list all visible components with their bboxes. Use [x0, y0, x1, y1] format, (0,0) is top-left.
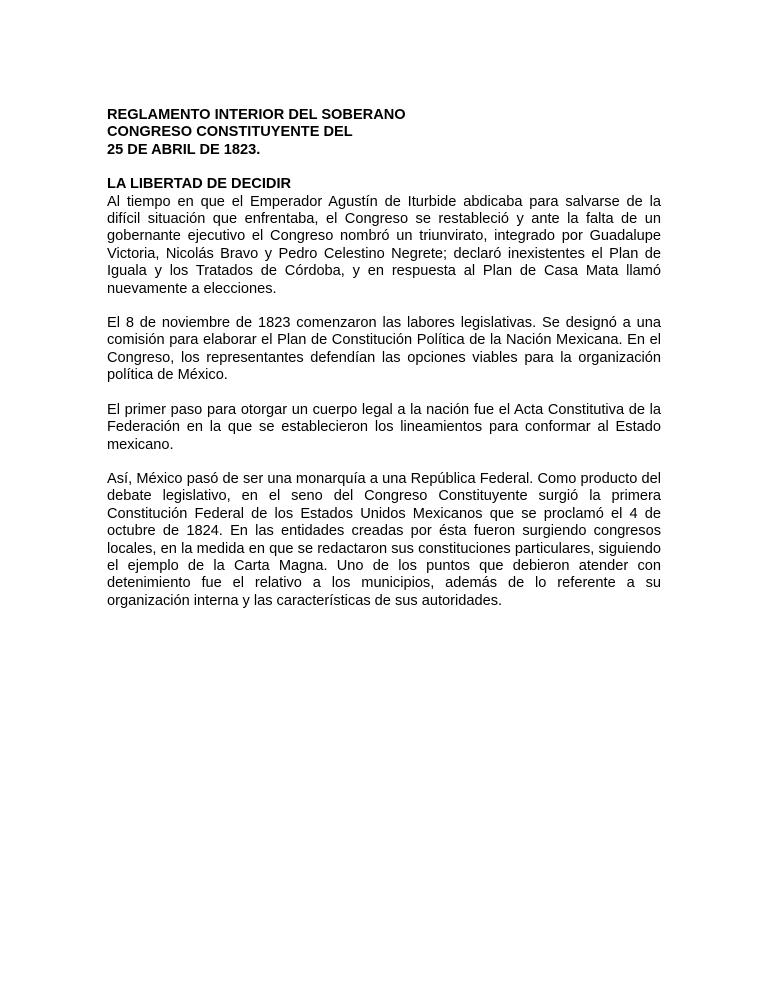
title-line-1: REGLAMENTO INTERIOR DEL SOBERANO — [107, 107, 406, 123]
paragraph-3: El primer paso para otorgar un cuerpo legal a la nación fue el Acta Constitutiva de la Federación en la que se establecieron los lineamientos para conformar al Estado mexicano. — [107, 401, 661, 453]
paragraph-2: El 8 de noviembre de 1823 comenzaron las labores legislativas. Se designó a una comisión para elaborar el Plan de Constitución Política de la Nación Mexicana. En el Congreso, los representantes defendían las opciones viables para la organización política de México. — [107, 315, 661, 384]
document-page — [107, 107, 661, 610]
section-heading: LA LIBERTAD DE DECIDIR — [107, 176, 292, 193]
paragraph-1: Al tiempo en que el Emperador Agustín de Iturbide abdicaba para salvarse de la difícil situación que enfrentaba, el Congreso se restableció y ante la falta de un gobernante ejecutivo el Congreso nombró un triunvirato, integrado por Guadalupe Victoria, Nicolás Bravo y Pedro Celestino Negrete; declaró inexistentes el Plan de Iguala y los Tratados de Córdoba, y en respuesta al Plan de Casa Mata llamó nuevamente a elecciones. — [107, 193, 661, 297]
title-line-2: CONGRESO CONSTITUYENTE DEL — [107, 124, 353, 141]
paragraph-4: Así, México pasó de ser una monarquía a una República Federal. Como producto del debate legislativo, en el seno del Congreso Constituyente surgió la primera Constitución Federal de los Estados Unidos Mexicanos que se proclamó el 4 de octubre de 1824. En las entidades creadas por ésta fueron surgiendo congresos locales, en la medida en que se redactaron sus constituciones particulares, siguiendo el ejemplo de la Carta Magna. Uno de los puntos que debieron atender con detenimiento fue el relativo a los municipios, además de lo referente a su organización interna y las características de sus autoridades. — [107, 470, 661, 609]
document-title — [107, 107, 661, 159]
title-line-3: 25 DE ABRIL DE 1823. — [107, 141, 261, 158]
